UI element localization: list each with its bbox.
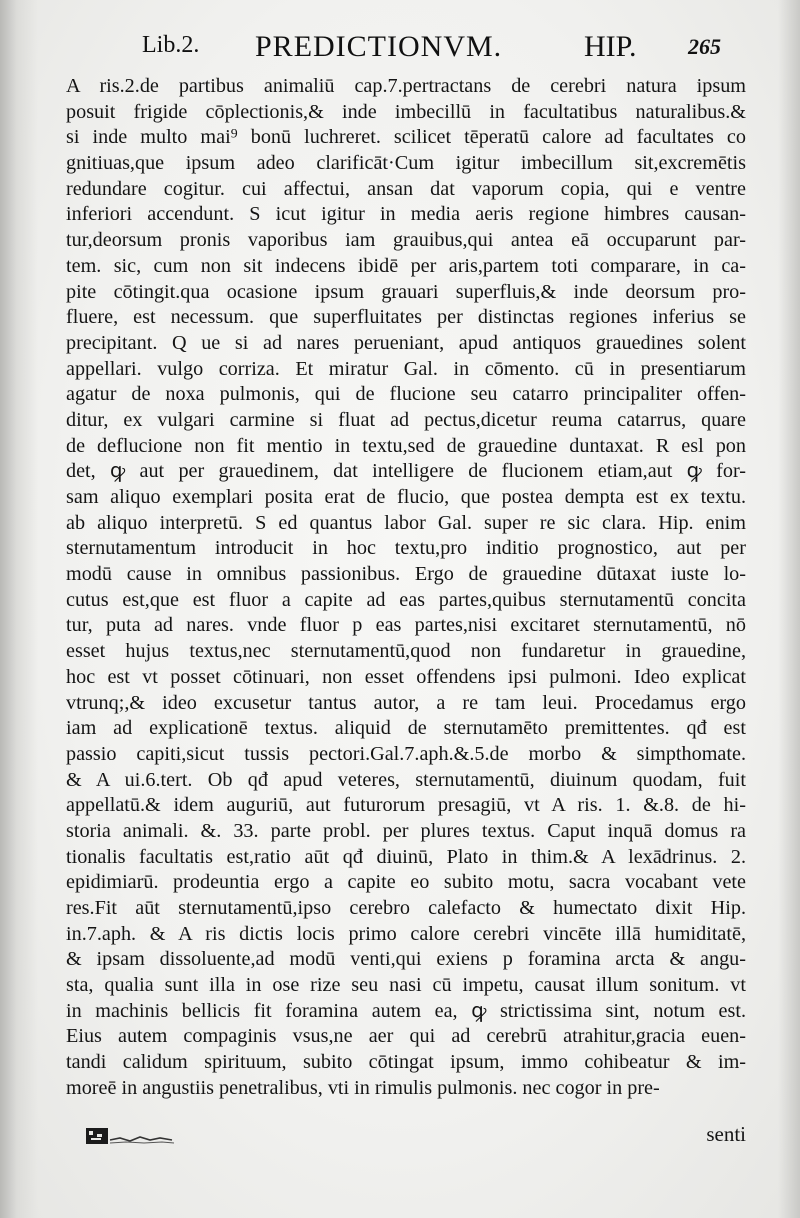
page-number: 265 xyxy=(688,34,721,59)
text-line: de deflucione non fit mentio in textu,sed de grauedine duntaxat. R esl pon xyxy=(66,434,746,457)
text-line: appellari. vulgo corriza. Et miratur Gal. in cōmento. cū in presentiarum xyxy=(66,357,746,380)
text-line: vtrunq;,& ideo excusetur tantus autor, a re tam leui. Procedamus ergo xyxy=(66,691,746,714)
text-line: posuit frigide cōplectionis,& inde imbecillū in facultatibus naturalibus.& xyxy=(66,100,746,123)
printer-ornament-icon xyxy=(86,1124,178,1146)
body-text xyxy=(66,74,746,1102)
text-line: cutus est,que est fluor a capite ad eas partes,quibus sternutamentū concita xyxy=(66,588,746,611)
text-line: redundare cogitur. cui affectui, ansan dat vaporum copia, qui e ventre xyxy=(66,177,746,200)
text-line: hoc est vt posset cōtinuari, non esset offendens ipsi pulmoni. Ideo explicat xyxy=(66,665,746,688)
text-line: & A ui.6.tert. Ob qđ apud veteres, sternutamentū, diuinum quodam, fuit xyxy=(66,768,746,791)
text-line: sta, qualia sunt illa in ose rize seu nasi cū impetu, causat illum sonitum. vt xyxy=(66,974,746,997)
text-line: sternutamentum introducit in hoc textu,pro inditio prognostico, aut per xyxy=(66,537,746,560)
text-line: ab aliquo interpretū. S ed quantus labor Gal. super re sic clara. Hip. enim xyxy=(66,511,746,534)
text-line: Eius autem compaginis vsus,ne aer qui ad cerebrū atrahitur,gracia euen- xyxy=(66,1025,746,1048)
text-line: tionalis facultatis est,ratio aūt qđ diuinū, Plato in thim.& A lexādrinus. 2. xyxy=(66,845,746,868)
text-line: agatur de noxa pulmonis, qui de flucione seu catarro principaliter offen- xyxy=(66,383,746,406)
text-line: & ipsam dissoluente,ad modū venti,qui exiens p foramina arcta & angu- xyxy=(66,948,746,971)
text-line: in machinis bellicis fit foramina autem ea, ꝙ strictissima sint, notum est. xyxy=(66,999,746,1022)
running-title: PREDICTIONVM. xyxy=(255,30,503,63)
text-line: sam aliquo exemplari posita erat de flucio, que postea dempta est ex textu. xyxy=(66,486,746,508)
text-line: tem. sic, cum non sit indecens ibidē per aris,partem toti comparare, in ca- xyxy=(66,254,746,277)
catchword: senti xyxy=(706,1122,746,1146)
text-line: gnitiuas,que ipsum adeo clarificāt·Cum igitur imbecillum sit,excremētis xyxy=(66,152,746,175)
text-line: tur, puta ad nares. vnde fluor p eas partes,nisi excitaret sternutamentū, nō xyxy=(66,614,746,637)
text-line: tur,deorsum pronis vaporibus iam grauibus,qui antea eā occuparunt par- xyxy=(66,229,746,252)
text-line: ditur, ex vulgari carmine si fluat ad pectus,dicetur reuma catarrus, quare xyxy=(66,408,746,431)
text-line: tandi calidum spirituum, subito cōtingat ipsum, immo cohibeatur & im- xyxy=(66,1051,746,1074)
book-number: Lib.2. xyxy=(142,32,200,58)
text-line: inferiori accendunt. S icut igitur in media aeris regione himbres causan- xyxy=(66,203,746,226)
text-line: det, ꝙ aut per grauedinem, dat intelligere de flucionem etiam,aut ꝙ for- xyxy=(66,460,746,483)
text-line: esset hujus textus,nec sternutamentū,quod non fundaretur in grauedine, xyxy=(66,640,746,663)
text-line: modū cause in omnibus passionibus. Ergo de grauedine dūtaxat iuste lo- xyxy=(66,563,746,586)
text-line: appellatū.& idem auguriū, aut futurorum presagiū, vt A ris. 1. &.8. de hi- xyxy=(66,794,746,817)
text-line: pite cōtingit.qua ocasione ipsum grauari superfluis,& inde deorsum pro- xyxy=(66,280,746,303)
text-line: epidimiarū. prodeuntia ergo a capite eo subito motu, sacra vocabant vete xyxy=(66,871,746,894)
text-line: moreē in angustiis penetralibus, vti in rimulis pulmonis. nec cogor in pre- xyxy=(66,1076,660,1099)
text-line: passio capiti,sicut tussis pectori.Gal.7.aph.&.5.de morbo & simpthomate. xyxy=(66,742,746,765)
running-header xyxy=(0,30,800,70)
text-line: iam ad explicationē textus. aliquid de sternutamēto premittentes. qđ est xyxy=(66,717,746,740)
page-footer xyxy=(66,1122,746,1152)
author-abbreviation: HIP. xyxy=(584,30,637,63)
text-line: si inde multo mai⁹ bonū luchreret. scilicet tēperatū calore ad facultates co xyxy=(66,126,746,149)
text-line: A ris.2.de partibus animaliū cap.7.pertractans de cerebri natura ipsum xyxy=(66,75,746,97)
text-line: precipitant. Q ue si ad nares perueniant, apud antiquos grauedines solent xyxy=(66,331,746,354)
text-line: res.Fit aūt sternutamentū,ipso cerebro calefacto & humectato dixit Hip. xyxy=(66,897,746,919)
text-line: fluere, est necessum. que superfluitates per distinctas regiones inferius se xyxy=(66,306,746,329)
text-line: in.7.aph. & A ris dictis locis primo calore cerebri vincēte illā humiditatē, xyxy=(66,922,746,945)
text-line: storia animali. &. 33. parte probl. per plures textus. Caput inquā domus ra xyxy=(66,819,746,842)
